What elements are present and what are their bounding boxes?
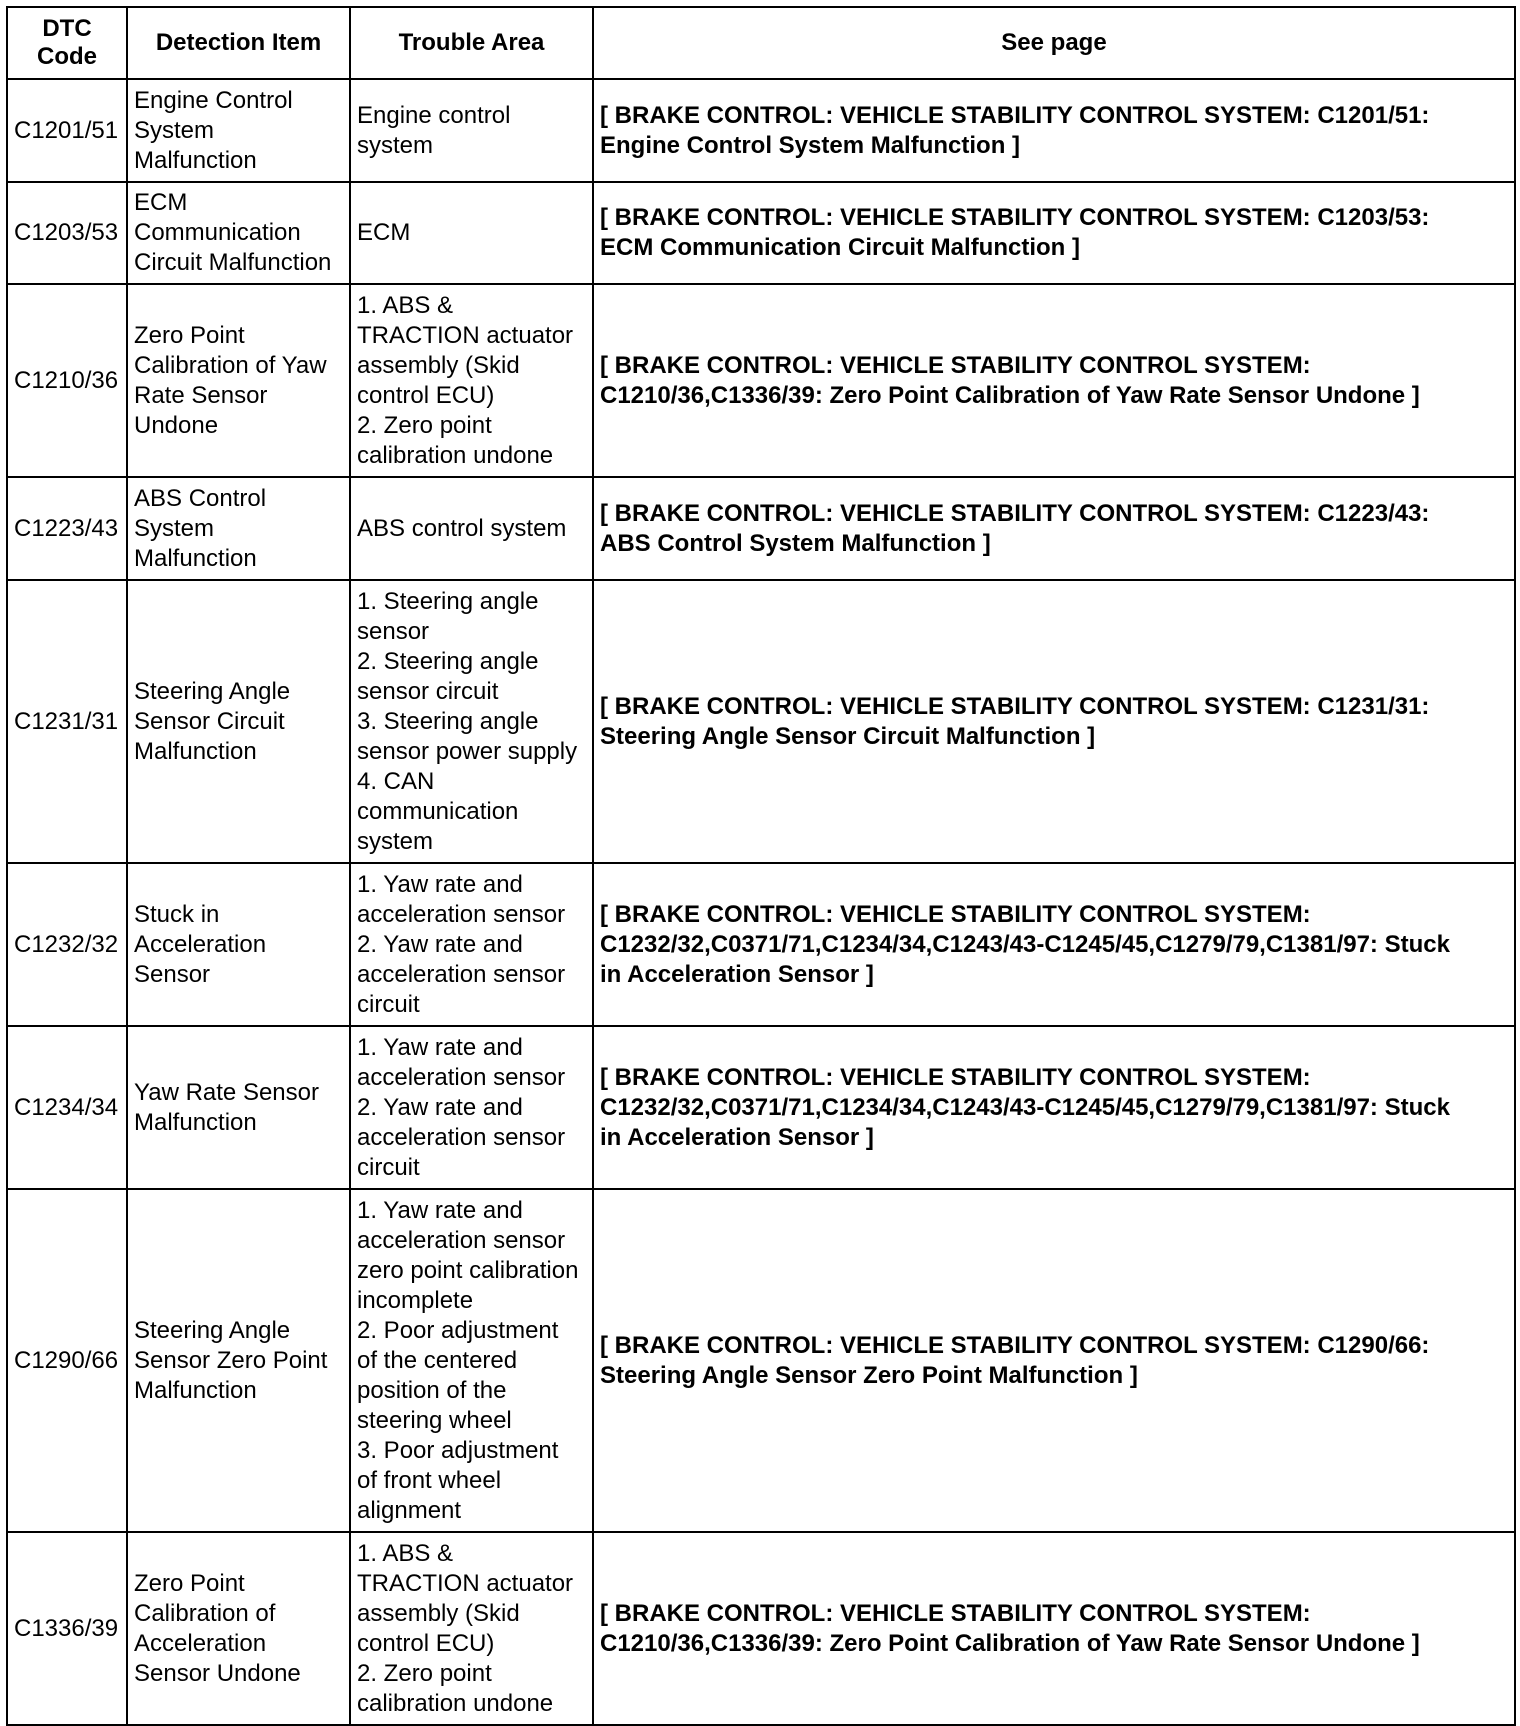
table-row [7, 580, 1515, 863]
detection-item-cell: Stuck in Acceleration Sensor [127, 863, 350, 1026]
see-page-link[interactable]: [ BRAKE CONTROL: VEHICLE STABILITY CONTROL SYSTEM: C1223/43: ABS Control System Malfunction ] [593, 477, 1515, 580]
trouble-area-cell: Engine control system [350, 79, 593, 182]
see-page-link[interactable]: [ BRAKE CONTROL: VEHICLE STABILITY CONTROL SYSTEM: C1210/36,C1336/39: Zero Point Calibration of Yaw Rate Sensor Undone ] [593, 1532, 1515, 1725]
see-page-link[interactable]: [ BRAKE CONTROL: VEHICLE STABILITY CONTROL SYSTEM: C1210/36,C1336/39: Zero Point Calibration of Yaw Rate Sensor Undone ] [593, 284, 1515, 477]
detection-item-cell: Yaw Rate Sensor Malfunction [127, 1026, 350, 1189]
see-page-link[interactable]: [ BRAKE CONTROL: VEHICLE STABILITY CONTROL SYSTEM: C1232/32,C0371/71,C1234/34,C1243/43-C1245/45,C1279/79,C1381/97: Stuck in Acceleration Sensor ] [593, 1026, 1515, 1189]
table-body [7, 79, 1515, 1725]
trouble-area-cell: 1. ABS & TRACTION actuator assembly (Skid control ECU) 2. Zero point calibration undone [350, 1532, 593, 1725]
dtc-code-cell: C1201/51 [7, 79, 127, 182]
detection-item-cell: ABS Control System Malfunction [127, 477, 350, 580]
trouble-area-cell: 1. ABS & TRACTION actuator assembly (Skid control ECU) 2. Zero point calibration undone [350, 284, 593, 477]
table-row [7, 182, 1515, 284]
table-row [7, 1026, 1515, 1189]
dtc-table [6, 6, 1516, 1726]
dtc-code-cell: C1234/34 [7, 1026, 127, 1189]
detection-item-cell: Zero Point Calibration of Yaw Rate Sensor Undone [127, 284, 350, 477]
dtc-code-cell: C1210/36 [7, 284, 127, 477]
detection-item-cell: Steering Angle Sensor Zero Point Malfunction [127, 1189, 350, 1532]
detection-item-cell: Zero Point Calibration of Acceleration Sensor Undone [127, 1532, 350, 1725]
detection-item-cell: ECM Communication Circuit Malfunction [127, 182, 350, 284]
header-detection-item: Detection Item [127, 7, 350, 79]
detection-item-cell: Steering Angle Sensor Circuit Malfunction [127, 580, 350, 863]
trouble-area-cell: 1. Steering angle sensor 2. Steering angle sensor circuit 3. Steering angle sensor power supply 4. CAN communication system [350, 580, 593, 863]
trouble-area-cell: 1. Yaw rate and acceleration sensor zero point calibration incomplete 2. Poor adjustment of the centered position of the steering wheel 3. Poor adjustment of front wheel alignment [350, 1189, 593, 1532]
dtc-code-cell: C1223/43 [7, 477, 127, 580]
trouble-area-cell: ABS control system [350, 477, 593, 580]
header-trouble-area: Trouble Area [350, 7, 593, 79]
header-dtc-code: DTC Code [7, 7, 127, 79]
dtc-chart-page [6, 6, 1514, 1726]
table-row [7, 863, 1515, 1026]
dtc-code-cell: C1203/53 [7, 182, 127, 284]
trouble-area-cell: ECM [350, 182, 593, 284]
header-see-page: See page [593, 7, 1515, 79]
see-page-link[interactable]: [ BRAKE CONTROL: VEHICLE STABILITY CONTROL SYSTEM: C1231/31: Steering Angle Sensor Circuit Malfunction ] [593, 580, 1515, 863]
dtc-code-cell: C1290/66 [7, 1189, 127, 1532]
dtc-code-cell: C1336/39 [7, 1532, 127, 1725]
header-row [7, 7, 1515, 79]
dtc-code-cell: C1232/32 [7, 863, 127, 1026]
table-row [7, 1532, 1515, 1725]
trouble-area-cell: 1. Yaw rate and acceleration sensor 2. Yaw rate and acceleration sensor circuit [350, 1026, 593, 1189]
see-page-link[interactable]: [ BRAKE CONTROL: VEHICLE STABILITY CONTROL SYSTEM: C1232/32,C0371/71,C1234/34,C1243/43-C1245/45,C1279/79,C1381/97: Stuck in Acceleration Sensor ] [593, 863, 1515, 1026]
detection-item-cell: Engine Control System Malfunction [127, 79, 350, 182]
see-page-link[interactable]: [ BRAKE CONTROL: VEHICLE STABILITY CONTROL SYSTEM: C1203/53: ECM Communication Circuit Malfunction ] [593, 182, 1515, 284]
trouble-area-cell: 1. Yaw rate and acceleration sensor 2. Yaw rate and acceleration sensor circuit [350, 863, 593, 1026]
see-page-link[interactable]: [ BRAKE CONTROL: VEHICLE STABILITY CONTROL SYSTEM: C1290/66: Steering Angle Sensor Zero Point Malfunction ] [593, 1189, 1515, 1532]
dtc-code-cell: C1231/31 [7, 580, 127, 863]
table-row [7, 284, 1515, 477]
see-page-link[interactable]: [ BRAKE CONTROL: VEHICLE STABILITY CONTROL SYSTEM: C1201/51: Engine Control System Malfunction ] [593, 79, 1515, 182]
table-header [7, 7, 1515, 79]
table-row [7, 1189, 1515, 1532]
table-row [7, 477, 1515, 580]
table-row [7, 79, 1515, 182]
